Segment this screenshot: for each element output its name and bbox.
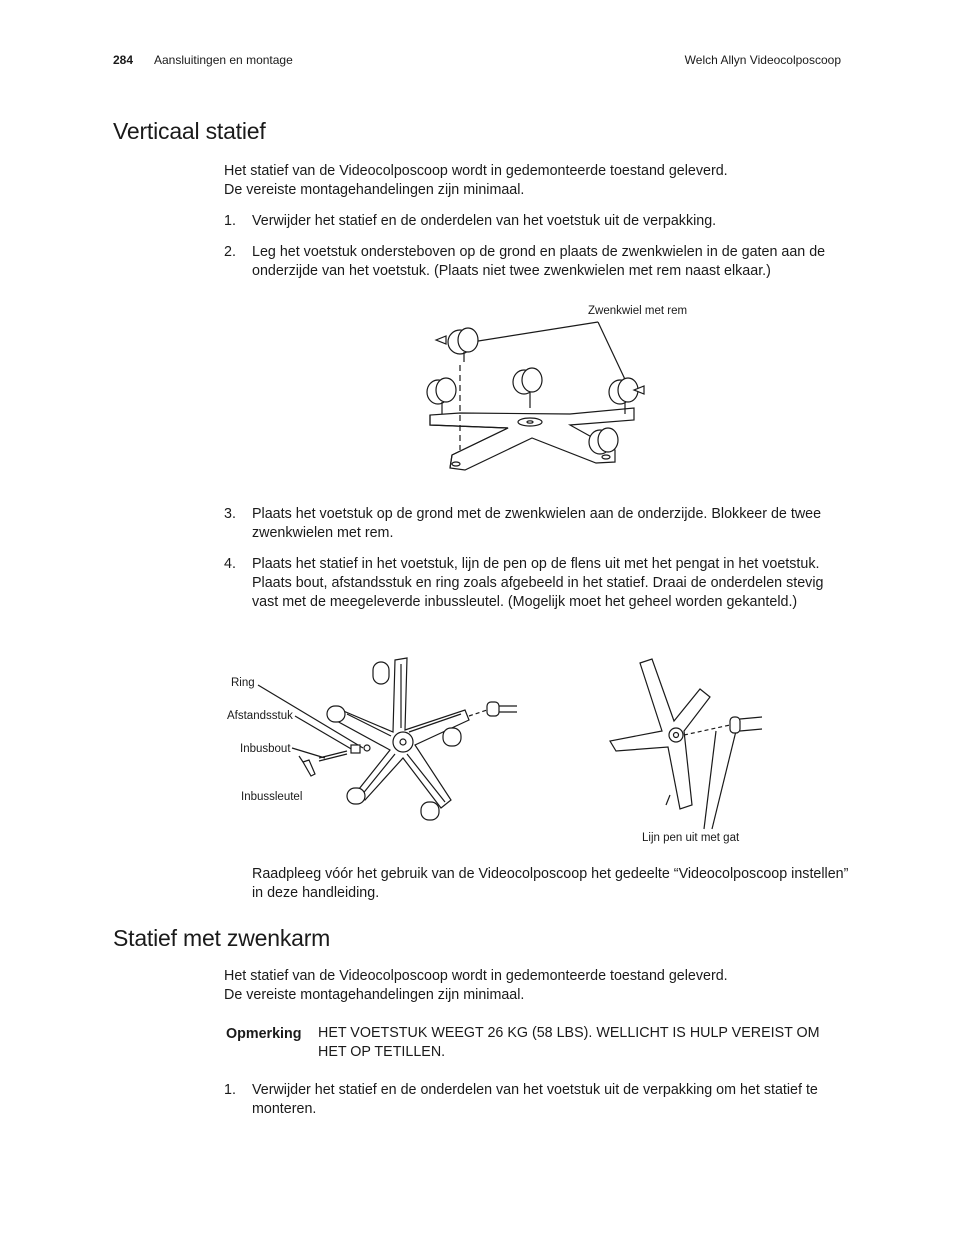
step-number: 1. xyxy=(224,213,236,229)
step-text: Plaats het statief in het voetstuk, lijn de pen op de flens uit met het pengat in het voetstuk. Plaats bout, afstandsstuk en ring zoals afgebeeld in het statief. Draai de onderdelen stevig vast met de meegeleverde inbussleutel. (Mogelijk moet het geheel worden gekanteld.) xyxy=(252,556,824,610)
step-text: Verwijder het statief en de onderdelen van het voetstuk uit de verpakking. xyxy=(252,213,717,229)
step-text: Leg het voetstuk ondersteboven op de grond en plaats de zwenkwielen in de gaten aan de onderzijde van het voetstuk. (Plaats niet twee zwenkwielen met rem naast elkaar.) xyxy=(252,244,826,279)
base-assembly-illustration xyxy=(255,650,525,835)
step-number: 4. xyxy=(224,556,236,572)
figure-label-ring: Ring xyxy=(231,677,255,689)
note-text: HET VOETSTUK WEEGT 26 KG (58 LBS). WELLICHT IS HULP VEREIST OM HET OP TETILLEN. xyxy=(318,1025,820,1060)
step-text: Plaats het voetstuk op de grond met de zwenkwielen aan de onderzijde. Blokkeer de twee zwenkwielen met rem. xyxy=(252,506,822,541)
pole-alignment-illustration xyxy=(600,655,770,830)
page-number: 284 xyxy=(113,53,134,67)
note-label: Opmerking xyxy=(226,1026,302,1042)
figure-label-bolt: Inbusbout xyxy=(240,743,291,755)
step-number: 3. xyxy=(224,506,236,522)
figure-label-hex-key: Inbussleutel xyxy=(241,791,303,803)
step-text: Verwijder het statief en de onderdelen van het voetstuk uit de verpakking om het statief te monteren. xyxy=(252,1082,818,1117)
intro-line-2: De vereiste montagehandelingen zijn minimaal. xyxy=(224,987,525,1003)
running-product-title: Welch Allyn Videocolposcoop xyxy=(684,53,841,67)
section-heading-verticaal-statief: Verticaal statief xyxy=(113,118,266,144)
figure-label-align-pin: Lijn pen uit met gat xyxy=(642,832,740,844)
step-number: 1. xyxy=(224,1082,236,1098)
section-heading-statief-met-zwenkarm: Statief met zwenkarm xyxy=(113,925,331,951)
intro-line-1: Het statief van de Videocolposcoop wordt in gedemonteerde toestand geleverd. xyxy=(224,163,728,179)
base-casters-illustration xyxy=(420,320,660,490)
intro-line-1: Het statief van de Videocolposcoop wordt in gedemonteerde toestand geleverd. xyxy=(224,968,728,984)
figure-label-caster-brake: Zwenkwiel met rem xyxy=(588,305,688,317)
running-section-title: Aansluitingen en montage xyxy=(154,53,293,67)
step-number: 2. xyxy=(224,244,236,260)
closing-note: Raadpleeg vóór het gebruik van de Videocolposcoop het gedeelte “Videocolposcoop instellen” in deze handleiding. xyxy=(252,866,849,901)
intro-line-2: De vereiste montagehandelingen zijn minimaal. xyxy=(224,182,525,198)
figure-label-spacer: Afstandsstuk xyxy=(227,710,293,722)
